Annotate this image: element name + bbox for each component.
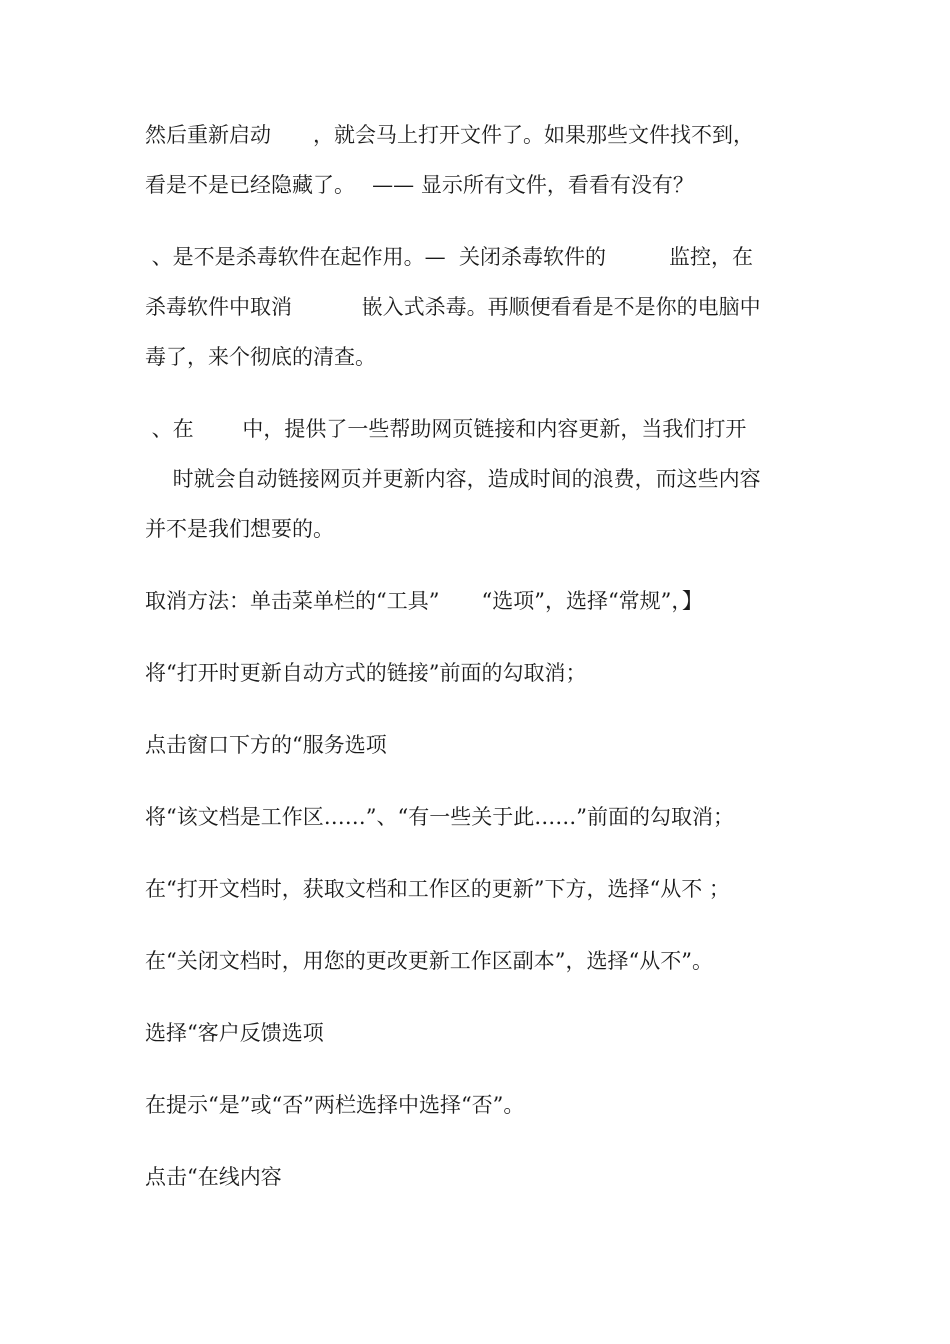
text-line-7: 时就会自动链接网页并更新内容，造成时间的浪费，而这些内容	[145, 467, 761, 491]
text-line-13: 在“打开文档时，获取文档和工作区的更新”下方，选择“从不 ；	[145, 877, 730, 901]
text-line-16: 在提示“是”或“否”两栏选择中选择“否”。	[145, 1093, 525, 1117]
text-line-9: 取消方法：单击菜单栏的“工具” “选项”，选择“常规”，】	[145, 589, 703, 613]
text-line-1: 然后重新启动 ，就会马上打开文件了。如果那些文件找不到，	[145, 123, 754, 147]
text-line-12: 将“该文档是工作区……”、“有一些关于此……”前面的勾取消；	[145, 805, 734, 829]
text-line-6: 、在 中，提供了一些帮助网页链接和内容更新，当我们打开	[145, 417, 747, 441]
text-line-10: 将“打开时更新自动方式的链接”前面的勾取消；	[145, 661, 587, 685]
text-line-2: 看是不是已经隐藏了。 —— 显示所有文件，看看有没有？	[145, 173, 694, 197]
text-line-5: 毒了，来个彻底的清查。	[145, 345, 376, 369]
text-line-4: 杀毒软件中取消 嵌入式杀毒。再顺便看看是不是你的电脑中	[145, 295, 761, 319]
text-line-3: 、是不是杀毒软件在起作用。— 关闭杀毒软件的 监控，在	[145, 245, 754, 269]
text-line-17: 点击“在线内容	[145, 1165, 282, 1189]
text-line-11: 点击窗口下方的“服务选项	[145, 733, 387, 757]
text-line-15: 选择“客户反馈选项	[145, 1021, 324, 1045]
text-line-8: 并不是我们想要的。	[145, 517, 334, 541]
text-line-14: 在“关闭文档时，用您的更改更新工作区副本”，选择“从不”。	[145, 949, 713, 973]
